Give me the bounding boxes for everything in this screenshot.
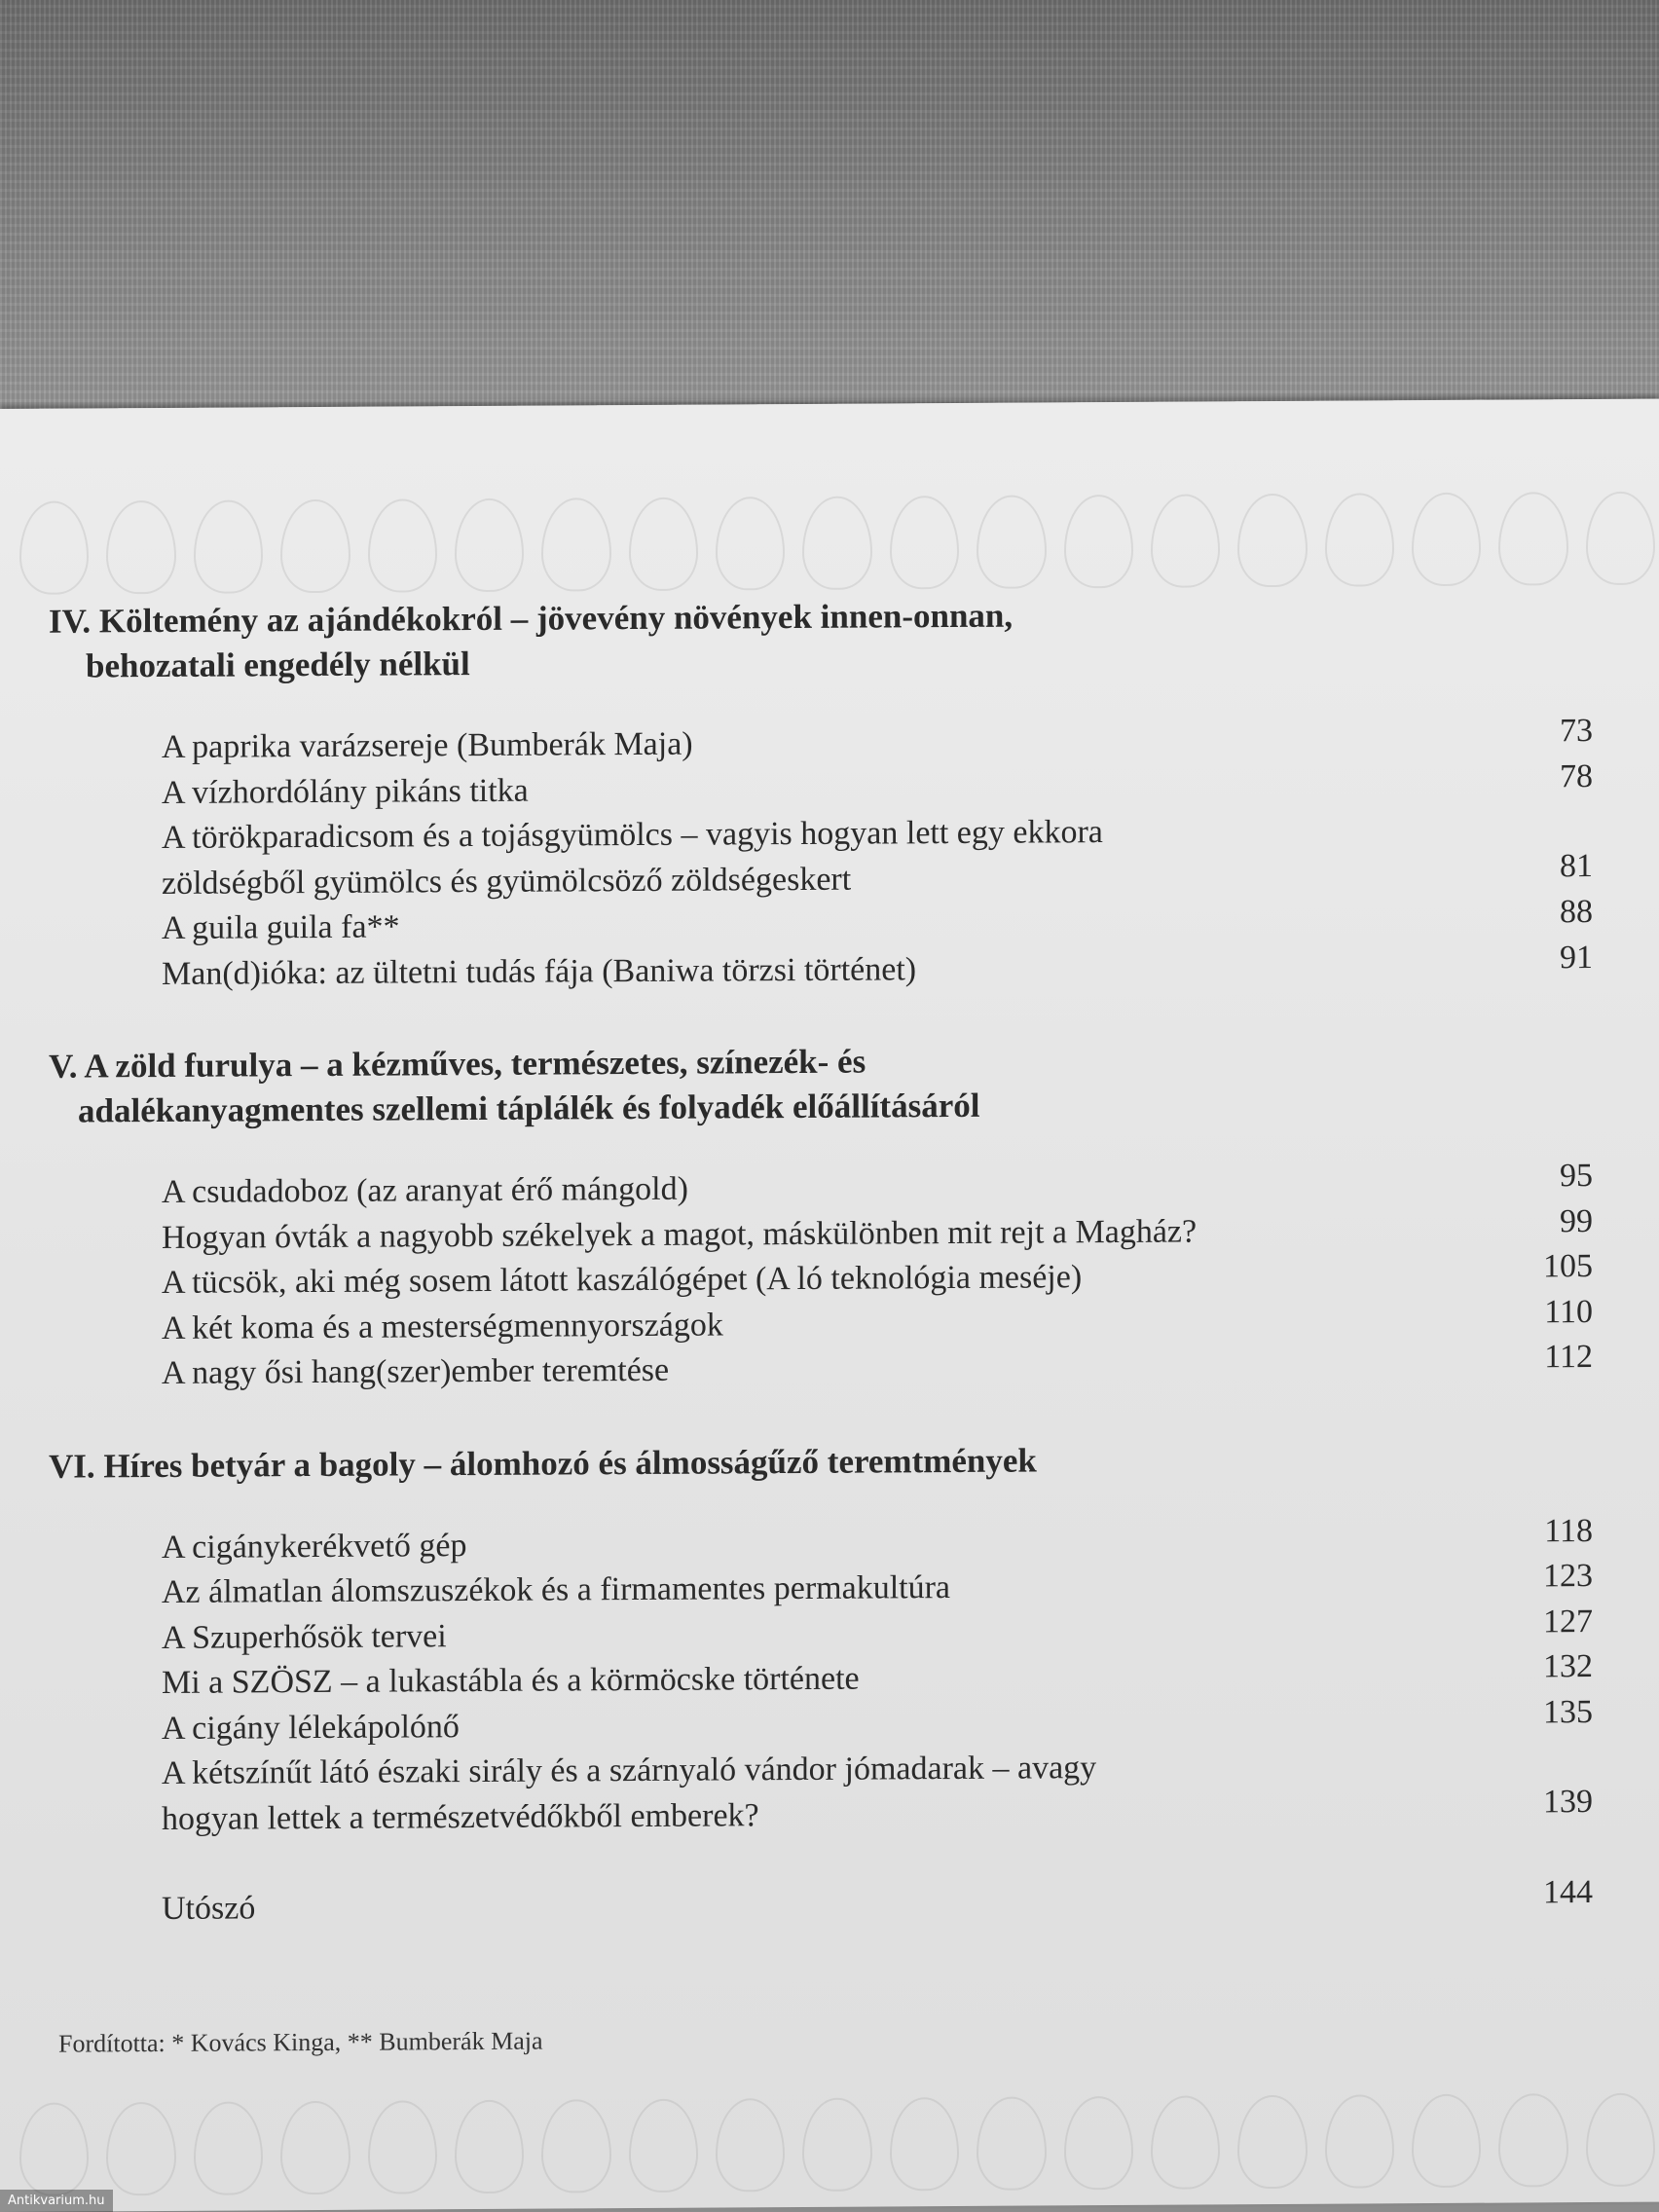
toc-entry[interactable] (162, 1339, 1593, 1396)
entry-title: A vízhordólány pikáns titka (162, 772, 529, 811)
entry-page-number: 73 (1560, 713, 1593, 750)
watermark: Antikvarium.hu (0, 2190, 113, 2212)
entry-title: A Szuperhősök tervei (162, 1617, 447, 1656)
section-title-line1: V. A zöld furulya – a kézműves, természetes, színezék- és (49, 1042, 866, 1086)
entry-title: A cigány lélekápolónő (162, 1708, 460, 1747)
book-page (0, 399, 1659, 2212)
entry-page-number: 112 (1544, 1339, 1593, 1376)
entry-page-number: 135 (1543, 1693, 1593, 1730)
entry-title: A guila guila fa** (162, 908, 400, 946)
entry-title: A cigánykerékvető gép (162, 1527, 467, 1566)
entry-title: Mi a SZÖSZ – a lukastábla és a körmöcske története (162, 1660, 860, 1701)
entry-title: Man(d)ióka: az ültetni tudás fája (Baniwa törzsi történet) (162, 950, 917, 992)
entry-title: A két koma és a mesterségmennyországok (162, 1306, 723, 1346)
section-title-line1: IV. Költemény az ajándékokról – jövevény növények innen-onnan, (49, 596, 1014, 641)
entry-page-number: 95 (1560, 1158, 1593, 1195)
entry-title: A nagy ősi hang(szer)ember teremtése (162, 1351, 670, 1391)
entry-title: A tücsök, aki még sosem látott kaszálógépet (A ló teknológia meséje) (162, 1259, 1083, 1301)
section-title (49, 590, 1606, 689)
entry-title: A csudadoboz (az aranyat érő mángold) (162, 1170, 688, 1210)
entry-page-number: 105 (1543, 1248, 1593, 1285)
toc-section-v (49, 1035, 1606, 1397)
toc-entry[interactable] (162, 1743, 1593, 1842)
entry-page-number: 118 (1544, 1512, 1593, 1549)
entry-title-continued: zöldségből gyümölcs és gyümölcsöző zöldségeskert (162, 861, 852, 902)
entry-page-number: 88 (1560, 894, 1593, 931)
entry-title: Hogyan óvták a nagyobb székelyek a magot, máskülönben mit rejt a Magház? (162, 1212, 1198, 1256)
entry-page-number: 99 (1560, 1202, 1593, 1239)
translator-footnote: Fordította: * Kovács Kinga, ** Bumberák Maja (58, 2026, 543, 2058)
entry-page-number: 132 (1543, 1648, 1593, 1685)
entry-page-number: 144 (1543, 1874, 1593, 1911)
entry-page-number: 78 (1560, 757, 1593, 794)
toc-section-iv (49, 590, 1606, 998)
entry-title: A paprika varázsereje (Bumberák Maja) (162, 725, 693, 765)
background-surface (0, 0, 1659, 428)
section-title-line1: VI. Híres betyár a bagoly – álomhozó és álmosságűző teremtmények (49, 1440, 1037, 1486)
entry-title: Az álmatlan álomszuszékok és a firmamentes permakultúra (162, 1569, 951, 1610)
entry-page-number: 81 (1560, 848, 1593, 885)
entry-page-number: 110 (1544, 1293, 1593, 1330)
entry-page-number: 91 (1560, 939, 1593, 976)
table-of-contents (49, 590, 1606, 1979)
entry-list (49, 1158, 1606, 1397)
section-title (49, 1434, 1606, 1489)
toc-entry[interactable] (162, 807, 1593, 906)
entry-list (49, 1512, 1606, 1933)
decorative-egg-row-bottom (19, 2093, 1655, 2210)
entry-title: A kétszínűt látó északi sirály és a szárnyaló vándor jómadarak – avagy (162, 1750, 1097, 1791)
section-title-line2: adalékanyagmentes szellemi táplálék és folyadék előállításáról (78, 1086, 980, 1130)
toc-entry-epilogue[interactable] (162, 1874, 1593, 1932)
toc-entry[interactable] (162, 939, 1593, 997)
entry-title-continued: hogyan lettek a természetvédőkből emberek? (162, 1796, 759, 1837)
entry-title: Utószó (162, 1890, 256, 1927)
section-title (49, 1035, 1606, 1134)
entry-list (49, 713, 1606, 998)
section-title-line2: behozatali engedély nélkül (86, 645, 470, 685)
toc-section-vi (49, 1434, 1606, 1933)
entry-title: A törökparadicsom és a tojásgyümölcs – vagyis hogyan lett egy ekkora (162, 814, 1103, 856)
entry-page-number: 127 (1543, 1603, 1593, 1640)
entry-page-number: 123 (1543, 1558, 1593, 1595)
entry-page-number: 139 (1543, 1784, 1593, 1821)
